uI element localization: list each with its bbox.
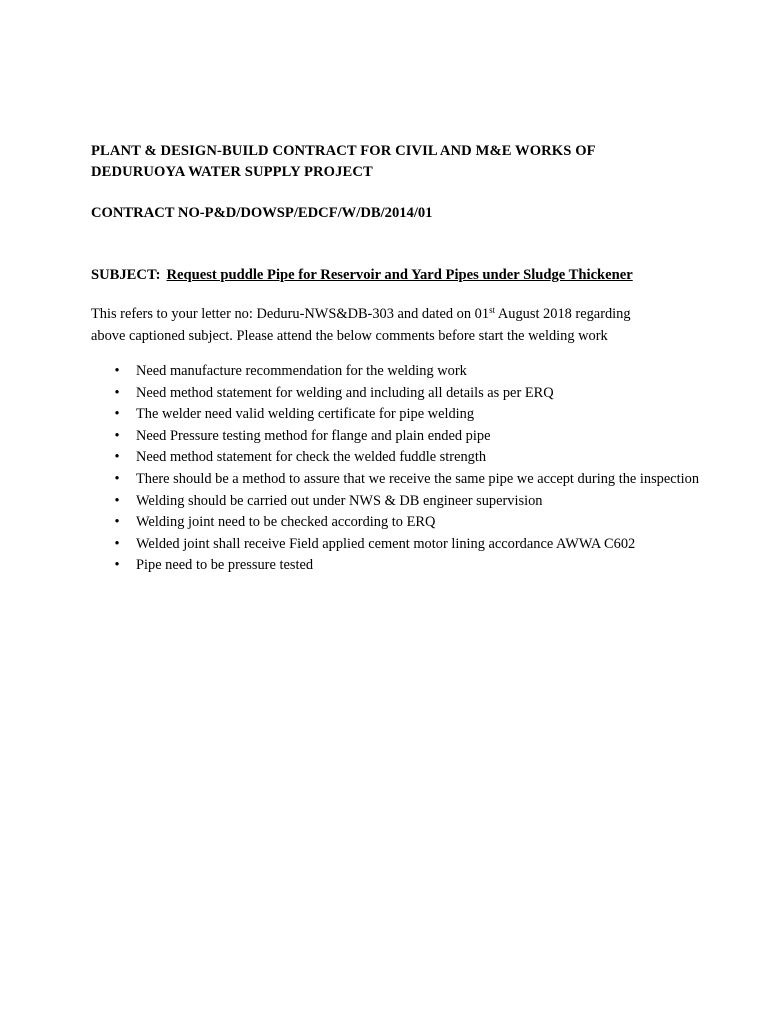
bullet-icon: • bbox=[114, 535, 120, 552]
list-item bbox=[91, 534, 731, 556]
intro-text-part-1: This refers to your letter no: Deduru-NWS&DB-303 and dated on 01 bbox=[91, 306, 490, 322]
list-item bbox=[91, 404, 731, 426]
bullet-icon: • bbox=[114, 384, 120, 401]
list-item-text: Need method statement for welding and including all details as per ERQ bbox=[136, 384, 554, 401]
list-item bbox=[91, 512, 731, 534]
list-item bbox=[91, 555, 731, 577]
list-item-text: Need Pressure testing method for flange and plain ended pipe bbox=[136, 427, 491, 444]
subject-line bbox=[91, 265, 633, 286]
subject-label: SUBJECT: bbox=[91, 267, 161, 283]
list-item-text: Welded joint shall receive Field applied cement motor lining accordance AWWA C602 bbox=[136, 535, 636, 552]
bullet-icon: • bbox=[114, 363, 120, 379]
contract-number: CONTRACT NO-P&D/DOWSP/EDCF/W/DB/2014/01 bbox=[91, 205, 433, 221]
comments-list bbox=[91, 361, 731, 577]
heading-line-2: DEDURUOYA WATER SUPPLY PROJECT bbox=[91, 164, 373, 180]
bullet-icon: • bbox=[114, 492, 120, 509]
bullet-icon: • bbox=[114, 470, 120, 487]
list-item bbox=[91, 491, 731, 513]
bullet-icon: • bbox=[114, 557, 120, 574]
list-item-text: There should be a method to assure that we receive the same pipe we accept during the inspection bbox=[136, 470, 700, 487]
list-item bbox=[91, 469, 731, 491]
heading-line-1: PLANT & DESIGN-BUILD CONTRACT FOR CIVIL AND M&E WORKS OF bbox=[91, 143, 596, 159]
list-item bbox=[91, 383, 731, 405]
list-item bbox=[91, 361, 731, 383]
intro-text-part-2: August 2018 regarding bbox=[495, 306, 631, 322]
list-item-text: Welding should be carried out under NWS & DB engineer supervision bbox=[136, 492, 543, 509]
intro-superscript: st bbox=[489, 305, 496, 315]
intro-paragraph bbox=[91, 304, 691, 347]
document-heading bbox=[91, 141, 711, 183]
list-item bbox=[91, 426, 731, 448]
list-item-text: The welder need valid welding certificate for pipe welding bbox=[136, 406, 475, 423]
list-item-text: Need method statement for check the welded fuddle strength bbox=[136, 449, 487, 466]
bullet-icon: • bbox=[114, 427, 120, 444]
intro-text-line-2: above captioned subject. Please attend the below comments before start the welding work bbox=[91, 327, 608, 344]
bullet-icon: • bbox=[114, 406, 120, 423]
list-item-text: Pipe need to be pressure tested bbox=[136, 557, 314, 574]
list-item-text: Welding joint need to be checked according to ERQ bbox=[136, 514, 436, 531]
bullet-icon: • bbox=[114, 449, 120, 466]
list-item bbox=[91, 447, 731, 469]
bullet-icon: • bbox=[114, 514, 120, 531]
subject-text: Request puddle Pipe for Reservoir and Yard Pipes under Sludge Thickener bbox=[166, 267, 633, 283]
list-item-text: Need manufacture recommendation for the welding work bbox=[136, 363, 467, 379]
